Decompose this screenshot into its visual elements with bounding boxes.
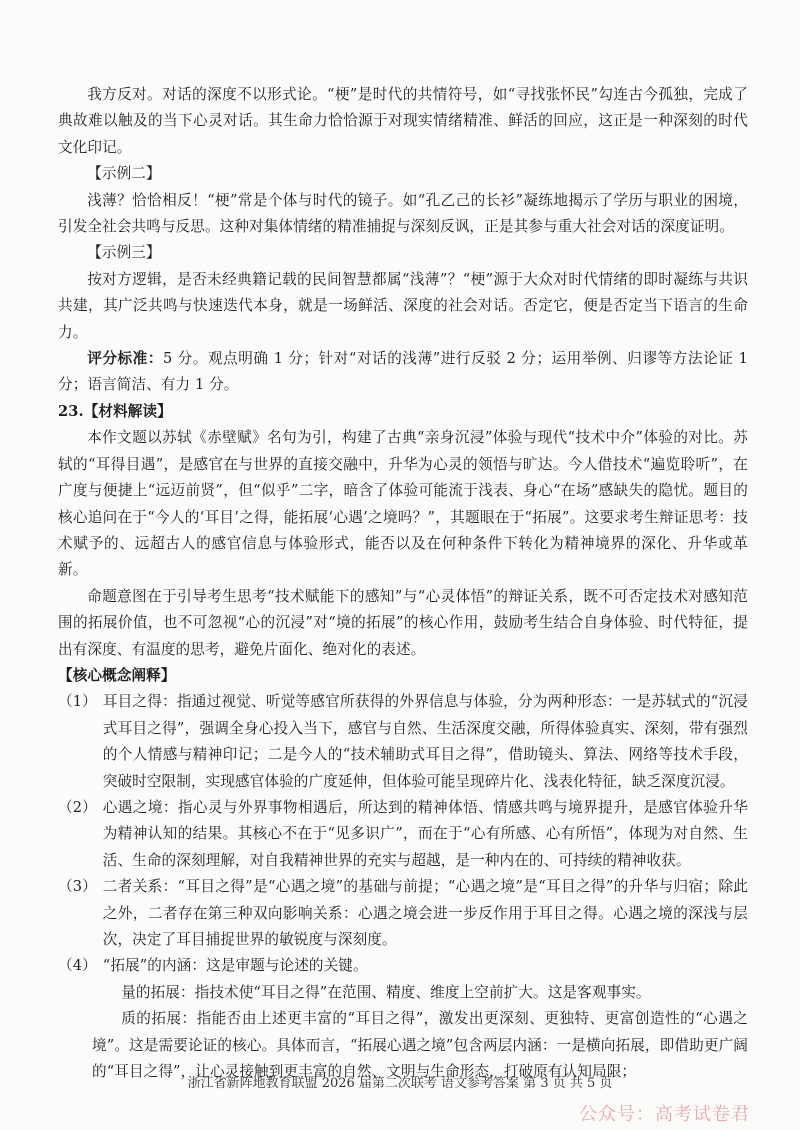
scoring-text: 5 分。观点明确 1 分；针对“对话的浅薄”进行反驳 2 分；运用举例、归谬等方法论证 1 分；语言简洁、有力 1 分。 [58,350,748,394]
example3-label: 【示例三】 [87,244,161,262]
material-interpretation: 本作文题以苏轼《赤壁赋》名句为引，构建了古典“亲身沉浸”体验与现代“技术中介”体验的对比。苏轼的“耳得目遇”，是感官在与世界的直接交融中，升华为心灵的领悟与旷达。今人借技术“遍览聆听”，在广度与便捷上“远迈前贤”，但“似乎”二字，暗含了体验可能流于浅表、身心“在场”感缺失的隐忧。题目的核心追问在于“今人的‘耳目’之得，能拓展‘心遇’之境吗？”，其题眼在于“拓展”。这要求考生辩证思考：技术赋予的、远超古人的感官信息与体验形式，能否以及在何种条件下转化为精神境界的深化、升华或革新。 [58,429,748,579]
concept-text: “拓展”的内涵：这是审题与论述的关键。 [102,957,368,975]
scoring-criteria [58,346,748,399]
concept-item-4 [58,953,748,979]
scoring-label: 评分标准： [87,350,163,368]
expansion-details [58,980,748,1086]
concept-number: （4） [58,957,97,975]
concept-item-3 [58,874,748,953]
concept-number: （2） [58,798,97,816]
concept-item-1 [58,689,748,795]
quantity-expansion: 量的拓展：指技术使“耳目之得”在范围、精度、维度上空前扩大。这是客观事实。 [121,983,651,1001]
concept-number: （3） [58,878,97,896]
concept-text: 二者关系：“耳目之得”是“心遇之境”的基础与前提；“心遇之境”是“耳目之得”的升华与归宿；除此之外，二者存在第三种双向影响关系：心遇之境会进一步反作用于耳目之得。心遇之境的深浅与层次，决定了耳目捕捉世界的敏锐度与深刻度。 [102,878,748,948]
question-23-heading: 23.【材料解读】 [58,402,172,420]
concept-number: （1） [58,693,97,711]
answer-page-body [58,82,748,1085]
paragraph-example3-body: 按对方逻辑，是否未经典籍记载的民间智慧都属“浅薄”？“梗”源于大众对时代情绪的即时凝练与共识共建，其广泛共鸣与快速迭代本身，就是一场鲜活、深度的社会对话。否定它，便是否定当下语言的生命力。 [58,270,748,341]
concept-item-2 [58,795,748,874]
core-concept-heading: 【核心概念阐释】 [58,666,176,684]
page-footer: 浙江省新阵地教育联盟 2026 届第二次联考 语文参考答案 第 3 页 共 5 页 [187,1076,613,1091]
proposition-intent: 命题意图在于引导考生思考“技术赋能下的感知”与“心灵体悟”的辩证关系，既不可否定技术对感知范围的拓展价值，也不可忽视“心的沉浸”对“境的拓展”的核心作用，鼓励考生结合自身体验、时代特征，提出有深度、有温度的思考，避免片面化、绝对化的表述。 [58,587,748,658]
concept-text: 心遇之境：指心灵与外界事物相遇后，所达到的精神体悟、情感共鸣与境界提升，是感官体验升华为精神认知的结果。其核心不在于“见多识广”，而在于“心有所感、心有所悟”，体现为对自然、生活、生命的深刻理解，对自我精神世界的充实与超越，是一种内在的、可持续的精神收获。 [102,798,748,869]
paragraph-example1-body: 我方反对。对话的深度不以形式论。“梗”是时代的共情符号，如“寻找张怀民”勾连古今孤独，完成了典故难以触及的当下心灵对话。其生命力恰恰源于对现实情绪精准、鲜活的回应，这正是一种深刻的时代文化印记。 [58,86,748,156]
example2-label: 【示例二】 [87,165,161,183]
concept-text: 耳目之得：指通过视觉、听觉等感官所获得的外界信息与体验，分为两种形态：一是苏轼式的“沉浸式耳目之得”，强调全身心投入当下，感官与自然、生活深度交融，所得体验真实、深刻，带有强烈的个人情感与精神印记；二是今人的“技术辅助式耳目之得”，借助镜头、算法、网络等技术手段，突破时空限制，实现感官体验的广度延伸，但体验可能呈现碎片化、浅表化特征，缺乏深度沉浸。 [102,693,748,790]
paragraph-example2-body: 浅薄？恰恰相反！“梗”常是个体与时代的镜子。如“孔乙己的长衫”凝练地揭示了学历与职业的困境，引发全社会共鸣与反思。这种对集体情绪的精准捕捉与深刻反讽，正是其参与重大社会对话的深度证明。 [58,191,748,236]
watermark: 公众号：高考试卷君 [579,1104,750,1125]
quality-expansion: 质的拓展：指能否由上述更丰富的“耳目之得”，激发出更深刻、更独特、更富创造性的“心遇之境”。这是需要论证的核心。具体而言，“拓展心遇之境”包含两层内涵：一是横向拓展，即借助更广阔的“耳目之得”，让心灵接触到更丰富的自然、文明与生命形态，打破原有认知局限； [92,1010,748,1081]
